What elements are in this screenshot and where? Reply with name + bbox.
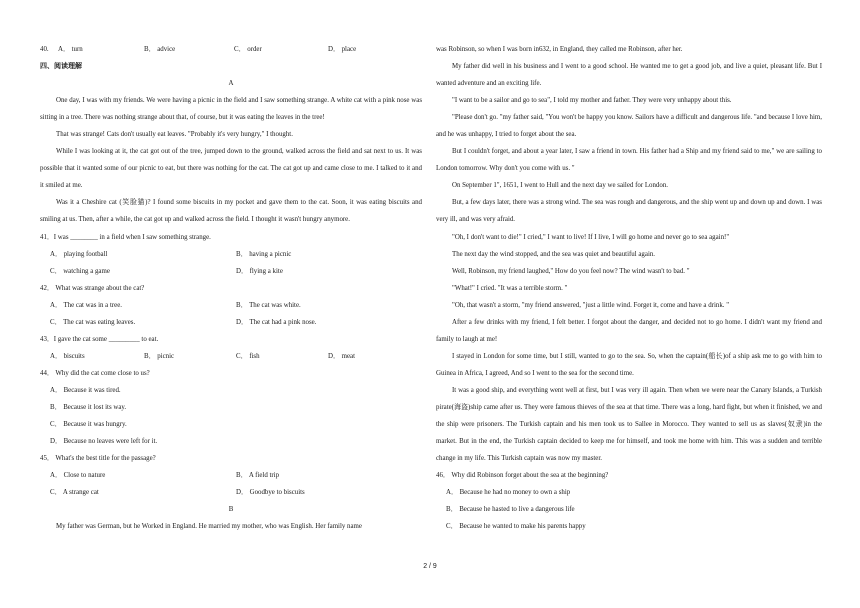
option-a: A． Because it was tired. (50, 386, 121, 394)
question-44-option (40, 433, 422, 450)
section-title: 四、阅读理解 (40, 62, 82, 71)
option-b: B． picnic (144, 352, 175, 360)
question-42-stem: 42． What was strange about the cat? (40, 284, 145, 292)
option-a: A． Because he had no money to own a ship (446, 489, 571, 497)
option-a: A． playing football (50, 250, 108, 258)
option-b: B． A field trip (236, 472, 280, 480)
right-column (436, 41, 822, 535)
passage-a-paragraph: One day, I was with my friends. We were having a picnic in the field and I saw something strange. A white cat with a pink nose was sitting in a tree. There was nothing strange about that, of course, but it was eating the leaves in the tree! (40, 97, 422, 122)
question-46-option (436, 518, 822, 535)
option-d: D． meat (328, 352, 355, 360)
option-b: B． having a picnic (236, 250, 292, 258)
passage-b-paragraph: After a few drinks with my friend, I felt better. I forgot about the danger, and decided not to go home. I didn't want my friend and family to laugh at me! (436, 318, 822, 343)
passage-b-paragraph: "Oh, that wasn't a storm, "my friend answered, "just a little wind. Forget it, come and have a drink. " (452, 301, 730, 309)
passage-b-paragraph: "Please don't go. "my father said, "You won't be happy you know. Sailors have a difficult and dangerous life. "and because I love him, and he was unhappy, I tried to forget about the sea. (436, 114, 822, 139)
passage-a-label: A (228, 80, 234, 88)
passage-b-paragraph: It was a good ship, and everything went well at first, but I was very ill again. Then when we were near the Canary Islands, a Turkish pirate(海盗)ship came after us. They were famous thieves of the sea at that time. There was a long, hard fight, but when it finished, we and the ship were prisoners. The Turkish captain and his men took us to Sallee in Morocco. They wanted to sell us as slaves(奴隶)in the market. But in the end, the Turkish captain decided to keep me for himself, and took me home with him. This was a sudden and terrible change in my life. This Turkish captain was now my master. (436, 386, 822, 463)
question-44-option (40, 382, 422, 399)
option-c: C． Because it was hungry. (50, 421, 127, 429)
passage-a-paragraph: While I was looking at it, the cat got out of the tree, jumped down to the ground, walked across the field and sat next to us. It was possible that it wanted some of our picnic to eat, but there was nothing for the cat. The cat got up and came close to me. I talked to it and it smiled at me. (40, 148, 422, 190)
question-45-options-row (40, 484, 422, 501)
option-b: B． Because it lost its way. (50, 403, 127, 411)
passage-b-paragraph: I stayed in London for some time, but I still, wanted to go to the sea. So, when the captain(船长)of a ship ask me to go with him to Guinea in Africa, I agreed, And so I went to the sea for the second time. (436, 352, 822, 377)
option-d: D． Because no leaves were left for it. (50, 438, 158, 446)
question-number: 40. (40, 46, 49, 53)
question-41-options-row (40, 263, 422, 280)
option-a: A． turn (58, 46, 83, 53)
passage-b-paragraph: "Oh, I don't want to die!" I cried," I want to live! If I live, I will go home and never go to sea again!" (452, 233, 730, 241)
passage-b-first-line: My father was German, but he Worked in England. He married my mother, who was English. Her family name (56, 523, 362, 531)
option-c: C． Because he wanted to make his parents happy (446, 523, 586, 531)
option-a: A． Close to nature (50, 472, 106, 480)
option-c: C． A strange cat (50, 489, 99, 497)
question-41-stem: 41．I was ________ in a field when I saw something strange. (40, 233, 211, 241)
question-45-options-row (40, 467, 422, 484)
question-45-stem: 45． What's the best title for the passage? (40, 455, 156, 463)
page-number: 2 / 9 (423, 563, 437, 570)
option-d: D． flying a kite (236, 267, 283, 275)
passage-b-paragraph: My father did well in his business and I went to a good school. He wanted me to get a good job, and live a quiet, pleasant life. But I wanted adventure and an exciting life. (436, 63, 822, 88)
passage-b-paragraph: The next day the wind stopped, and the sea was quiet and beautiful again. (452, 250, 656, 258)
left-column (40, 41, 422, 535)
option-b: B． advice (144, 46, 176, 53)
option-c: C． watching a game (50, 267, 110, 275)
option-a: A． The cat was in a tree. (50, 301, 123, 309)
question-40 (40, 41, 422, 58)
option-b: B． The cat was white. (236, 301, 301, 309)
option-d: D． Goodbye to biscuits (236, 489, 305, 497)
question-44-stem: 44． Why did the cat come close to us? (40, 369, 150, 377)
option-c: C． The cat was eating leaves. (50, 318, 136, 326)
question-46-option (436, 484, 822, 501)
option-c: C． fish (236, 352, 260, 360)
option-d: D． The cat had a pink nose. (236, 318, 317, 326)
question-43-stem: 43．I gave the cat some _________ to eat. (40, 335, 159, 343)
question-46-stem: 46． Why did Robinson forget about the sea at the beginning? (436, 472, 609, 480)
option-d: D． place (328, 46, 357, 53)
passage-b-paragraph: But, a few days later, there was a strong wind. The sea was rough and dangerous, and the ship went up and down up and down. I was very ill, and was very afraid. (436, 199, 822, 224)
passage-b-paragraph: "I want to be a sailor and go to sea", I told my mother and father. They were very unhappy about this. (452, 97, 732, 105)
question-42-options-row (40, 314, 422, 331)
question-42-options-row (40, 297, 422, 314)
passage-b-label: B (228, 506, 234, 514)
passage-b-paragraph: Well, Robinson, my friend laughed," How do you feel now? The wind wasn't to bad. " (452, 267, 690, 275)
passage-b-paragraph: "What!" I cried. "It was a terrible storm. " (452, 284, 568, 292)
question-44-option (40, 399, 422, 416)
passage-b-continuation: was Robinson, so when I was born in632, in England, they called me Robinson, after her. (436, 46, 683, 53)
option-a: A． biscuits (50, 352, 85, 360)
question-43-options-row (40, 348, 422, 365)
passage-a-paragraph: That was strange! Cats don't usually eat leaves. "Probably it's very hungry," I thought. (56, 131, 293, 139)
passage-a-paragraph: Was it a Cheshire cat (笑脸猫)? I found some biscuits in my pocket and gave them to the cat. Soon, it was eating biscuits and smiling at us. Then, after a while, the cat got up and walked across the field. I thought it wasn't hungry anymore. (40, 199, 422, 224)
question-46-option (436, 501, 822, 518)
option-c: C． order (234, 46, 262, 53)
question-41-options-row (40, 246, 422, 263)
passage-b-paragraph: On September 1", 1651, I went to Hull and the next day we sailed for London. (452, 182, 668, 190)
question-44-option (40, 416, 422, 433)
passage-b-paragraph: But I couldn't forget, and about a year later, I saw a friend in town. His father had a Ship and my friend said to me," we are sailing to London tomorrow. Why don't you come with us. " (436, 148, 822, 173)
option-b: B． Because he hasted to live a dangerous life (446, 506, 575, 514)
